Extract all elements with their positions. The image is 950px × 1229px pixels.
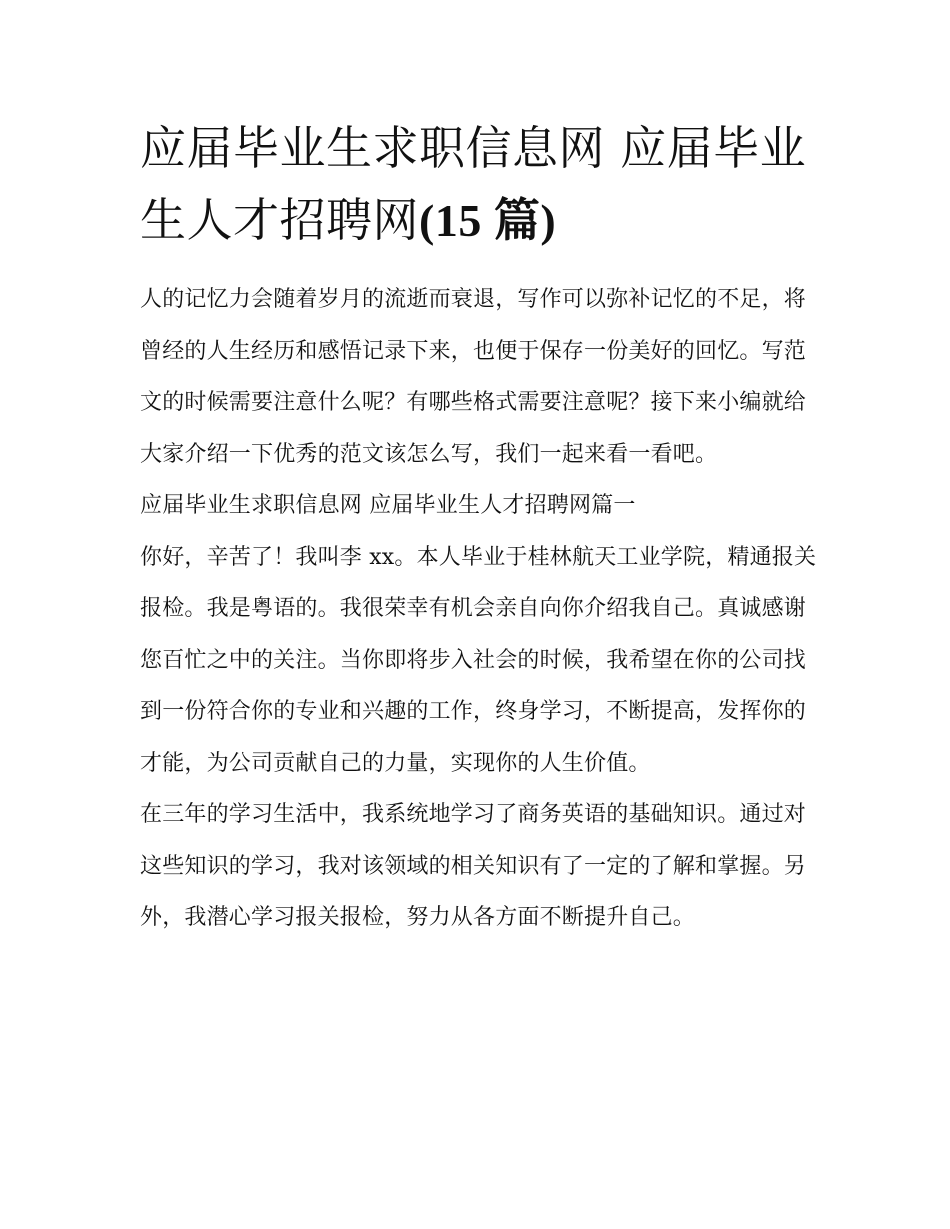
body-paragraph-1: 你好，辛苦了！我叫李 xx。本人毕业于桂林航天工业学院，精通报关报检。我是粤语的。我很荣幸有机会亲自向你介绍我自己。真诚感谢您百忙之中的关注。当你即将步入社会的时候，我希望在你的公司找到一份符合你的专业和兴趣的工作，终身学习，不断提高，发挥你的才能，为公司贡献自己的力量，实现你的人生价值。 bbox=[140, 544, 817, 776]
title-main: 应届毕业生求职信息网 应届毕业生人才招聘网 bbox=[140, 121, 807, 247]
section-heading: 应届毕业生求职信息网 应届毕业生人才招聘网篇一 bbox=[140, 493, 636, 518]
title-suffix: (15 篇) bbox=[419, 195, 557, 246]
body-paragraph-2: 在三年的学习生活中，我系统地学习了商务英语的基础知识。通过对这些知识的学习，我对该领域的相关知识有了一定的了解和掌握。另外，我潜心学习报关报检，努力从各方面不断提升自己。 bbox=[140, 802, 807, 930]
document-title bbox=[140, 112, 820, 257]
intro-paragraph: 人的记忆力会随着岁月的流逝而衰退，写作可以弥补记忆的不足，将曾经的人生经历和感悟记录下来，也便于保存一份美好的回忆。写范文的时候需要注意什么呢？有哪些格式需要注意呢？接下来小编就给大家介绍一下优秀的范文该怎么写，我们一起来看一看吧。 bbox=[140, 287, 807, 467]
document-content bbox=[140, 112, 820, 944]
